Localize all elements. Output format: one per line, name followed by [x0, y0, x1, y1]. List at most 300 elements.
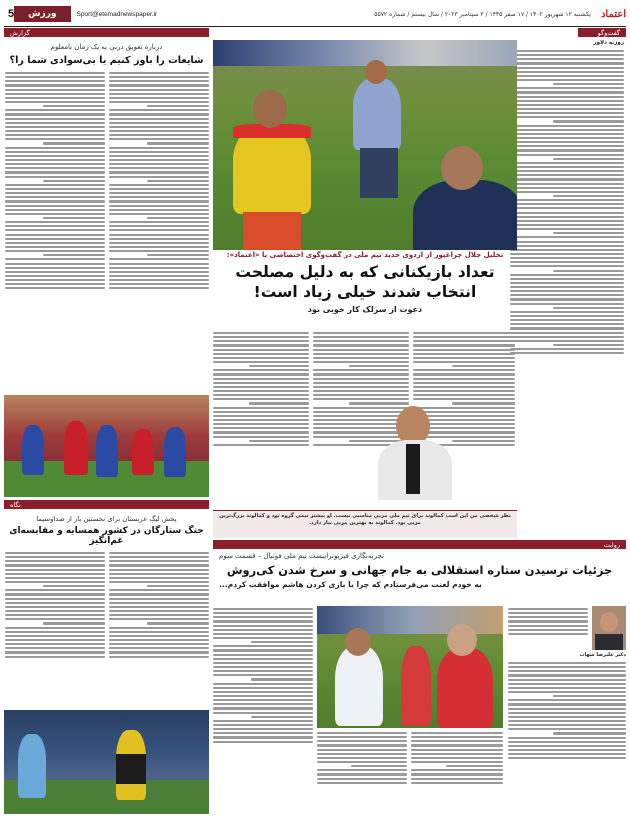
- body-text-line: [413, 369, 515, 371]
- body-text-line: [510, 290, 624, 292]
- body-text-line: [5, 171, 105, 173]
- body-text-line: [109, 151, 209, 153]
- body-text-line: [213, 741, 313, 743]
- body-text-line: [510, 91, 624, 93]
- left-bottom-text-a: [109, 550, 209, 660]
- body-text-line: [5, 242, 105, 244]
- body-text-line: [413, 373, 515, 375]
- body-text-line: [510, 340, 624, 342]
- body-text-line: [413, 390, 515, 392]
- body-text-line: [313, 386, 409, 388]
- portrait-collar: [406, 444, 420, 494]
- body-text-line: [109, 209, 209, 211]
- body-text-line: [213, 398, 309, 400]
- body-text-line: [508, 720, 626, 722]
- body-text-line: [5, 283, 105, 285]
- left-top-text-b: [5, 70, 105, 292]
- body-text-line: [510, 245, 624, 247]
- body-text-line: [109, 213, 209, 215]
- masthead-rule: [4, 26, 626, 27]
- body-text-line: [109, 167, 209, 169]
- body-text-line: [510, 183, 624, 185]
- body-text-line: [411, 782, 503, 784]
- body-text-line: [109, 287, 209, 289]
- body-text-line: [5, 279, 105, 281]
- player-blue-figure: [413, 180, 517, 250]
- body-text-line: [213, 699, 313, 701]
- body-text-line: [213, 612, 313, 614]
- body-text-line: [5, 122, 105, 124]
- body-text-line: [5, 656, 105, 658]
- body-text-line: [5, 89, 105, 91]
- body-text-line: [213, 394, 309, 396]
- body-text-line: [5, 577, 105, 579]
- body-text-line: [109, 635, 209, 637]
- body-text-line: [5, 639, 105, 641]
- body-text-line: [508, 629, 588, 631]
- body-text-line: [249, 440, 309, 442]
- body-text-line: [508, 741, 626, 743]
- body-text-line: [313, 332, 409, 334]
- body-text-line: [510, 257, 624, 259]
- body-text-line: [213, 662, 313, 664]
- body-text-line: [411, 749, 503, 751]
- body-text-line: [5, 221, 105, 223]
- body-text-line: [510, 129, 624, 131]
- body-text-line: [508, 716, 626, 718]
- queiroz-head: [447, 624, 477, 656]
- author-byline: دکتر علیرضا شهاب: [579, 652, 626, 658]
- body-text-line: [510, 311, 624, 313]
- queiroz-figure: [437, 648, 493, 728]
- body-text-line: [411, 736, 503, 738]
- body-text-line: [109, 610, 209, 612]
- body-text-line: [508, 708, 626, 710]
- body-text-line: [43, 622, 105, 624]
- body-text-line: [510, 207, 624, 209]
- body-text-line: [213, 382, 309, 384]
- body-text-line: [510, 133, 624, 135]
- body-text-line: [553, 83, 624, 85]
- body-text-line: [5, 196, 105, 198]
- body-text-line: [213, 645, 313, 647]
- body-text-line: [109, 614, 209, 616]
- body-text-line: [510, 87, 624, 89]
- body-text-line: [349, 365, 409, 367]
- right-column: [508, 28, 626, 536]
- body-text-line: [213, 353, 309, 355]
- body-text-line: [510, 282, 624, 284]
- body-text-line: [109, 275, 209, 277]
- body-text-line: [147, 105, 209, 107]
- body-text-line: [510, 265, 624, 267]
- body-text-line: [553, 232, 624, 234]
- body-text-line: [109, 225, 209, 227]
- author-avatar-icon: [592, 606, 626, 650]
- body-text-line: [5, 598, 105, 600]
- body-text-line: [508, 691, 626, 693]
- left-top-kicker: درباره تعویق دربی به یک زمان نامعلوم: [50, 43, 163, 51]
- body-text-line: [508, 687, 626, 689]
- body-text-line: [510, 96, 624, 98]
- body-text-line: [213, 616, 313, 618]
- body-text-line: [510, 203, 624, 205]
- body-text-line: [553, 695, 626, 697]
- body-text-line: [508, 674, 626, 676]
- coach-pants: [360, 148, 398, 198]
- body-text-line: [510, 178, 624, 180]
- body-text-line: [109, 188, 209, 190]
- body-text-line: [109, 238, 209, 240]
- body-text-line: [43, 180, 105, 182]
- main-headline-block: [213, 250, 517, 328]
- body-text-line: [508, 703, 626, 705]
- body-text-line: [5, 627, 105, 629]
- body-text-line: [43, 585, 105, 587]
- body-text-line: [313, 394, 409, 396]
- body-text-line: [147, 585, 209, 587]
- page-number: 5: [8, 8, 15, 20]
- body-text-line: [213, 654, 313, 656]
- body-text-line: [510, 108, 624, 110]
- body-text-line: [317, 732, 407, 734]
- body-text-line: [508, 670, 626, 672]
- body-text-line: [508, 749, 626, 751]
- tag-report: گزارش: [4, 28, 209, 37]
- body-text-line: [109, 577, 209, 579]
- body-text-line: [109, 593, 209, 595]
- body-text-line: [508, 662, 626, 664]
- body-text-line: [510, 236, 624, 238]
- body-text-line: [5, 84, 105, 86]
- body-text-line: [109, 581, 209, 583]
- body-text-line: [109, 627, 209, 629]
- body-text-line: [109, 138, 209, 140]
- body-text-line: [411, 753, 503, 755]
- body-text-line: [109, 267, 209, 269]
- body-text-line: [553, 344, 624, 346]
- body-text-line: [510, 332, 624, 334]
- body-text-line: [109, 631, 209, 633]
- body-text-line: [317, 778, 407, 780]
- body-text-line: [109, 589, 209, 591]
- main-kicker: تحلیل جلال چراغپور از اردوی جدید تیم ملی در گفت‌وگوی اختصاصی با «اعتماد»:: [226, 251, 504, 259]
- body-text-line: [5, 113, 105, 115]
- body-text-line: [413, 394, 515, 396]
- body-text-line: [510, 62, 624, 64]
- body-text-line: [5, 118, 105, 120]
- body-text-line: [510, 327, 624, 329]
- body-text-line: [109, 602, 209, 604]
- left-bottom-text-b: [5, 550, 105, 660]
- body-text-line: [508, 712, 626, 714]
- body-text-line: [510, 112, 624, 114]
- coach-head: [365, 60, 387, 84]
- body-text-line: [411, 744, 503, 746]
- body-text-line: [510, 298, 624, 300]
- bottom-headline: جزئیات ترسیدن ستاره استقلالی به جام جهانی و سرخ شدن کی‌روش: [226, 563, 613, 577]
- body-text-line: [109, 639, 209, 641]
- body-text-line: [411, 769, 503, 771]
- body-text-line: [5, 126, 105, 128]
- body-text-line: [510, 154, 624, 156]
- body-text-line: [5, 250, 105, 252]
- body-text-line: [213, 427, 309, 429]
- body-text-line: [5, 569, 105, 571]
- bottom-text-left: [213, 608, 313, 743]
- body-text-line: [313, 369, 409, 371]
- body-text-line: [109, 200, 209, 202]
- left-top-headline: شایعات را باور کنیم یا بی‌سوادی شما را؟: [9, 55, 204, 66]
- body-text-line: [5, 618, 105, 620]
- body-text-line: [109, 569, 209, 571]
- derby-player-3: [96, 425, 118, 477]
- body-text-line: [313, 336, 409, 338]
- body-text-line: [213, 431, 309, 433]
- body-text-line: [508, 633, 588, 635]
- body-text-line: [508, 616, 588, 618]
- bottom-kicker: تجربه‌نگاری فیزیوتراپیست تیم ملی فوتبال – قسمت سوم: [219, 552, 384, 560]
- body-text-line: [413, 382, 515, 384]
- body-text-line: [5, 246, 105, 248]
- body-text-line: [109, 80, 209, 82]
- body-text-line: [213, 407, 309, 409]
- body-text-line: [213, 625, 313, 627]
- derby-photo: [4, 395, 209, 497]
- staff-red-figure: [401, 646, 431, 726]
- body-text-line: [109, 250, 209, 252]
- body-text-line: [510, 145, 624, 147]
- body-text-line: [251, 641, 313, 643]
- body-text-line: [413, 344, 515, 346]
- body-text-line: [5, 606, 105, 608]
- body-text-line: [213, 633, 313, 635]
- body-text-line: [510, 224, 624, 226]
- body-text-line: [508, 679, 626, 681]
- dateline: یکشنبه ۱۲ شهریور ۱۴۰۲ / ۱۷ صفر ۱۴۴۵ / ۳ سپتامبر ۲۰۲۳ / سال بیستم / شماره ۵۵۷۲: [374, 10, 591, 18]
- body-text-line: [5, 163, 105, 165]
- stands: [213, 40, 517, 66]
- body-text-line: [510, 216, 624, 218]
- body-text-line: [249, 402, 309, 404]
- body-text-line: [508, 699, 626, 701]
- newspaper-logo: اعتماد: [600, 8, 626, 20]
- body-text-line: [413, 357, 515, 359]
- tag-narrative: روایت: [213, 540, 626, 549]
- body-text-line: [213, 620, 313, 622]
- body-text-line: [510, 71, 624, 73]
- body-text-line: [510, 253, 624, 255]
- bottom-text-left-col: [213, 606, 313, 814]
- saudi-league-photo: [4, 710, 209, 814]
- body-text-line: [411, 732, 503, 734]
- main-subhead: دعوت از سرلک کار خوبی بود: [307, 305, 423, 314]
- derby-player-4: [132, 429, 154, 475]
- body-text-line: [213, 674, 313, 676]
- body-text-line: [213, 386, 309, 388]
- body-text-line: [5, 101, 105, 103]
- body-text-line: [508, 745, 626, 747]
- body-text-line: [510, 75, 624, 77]
- body-text-line: [213, 707, 313, 709]
- saudi-player-2-stripe: [116, 754, 146, 784]
- body-text-line: [5, 209, 105, 211]
- body-text-line: [5, 234, 105, 236]
- body-text-line: [508, 724, 626, 726]
- body-text-line: [109, 606, 209, 608]
- body-text-line: [109, 101, 209, 103]
- body-text-line: [510, 286, 624, 288]
- body-text-line: [5, 93, 105, 95]
- body-text-line: [413, 332, 515, 334]
- body-text-line: [213, 736, 313, 738]
- body-text-line: [5, 643, 105, 645]
- coach-figure: [353, 78, 401, 150]
- body-text-line: [109, 159, 209, 161]
- body-text-line: [109, 573, 209, 575]
- body-text-line: [213, 712, 313, 714]
- body-text-line: [109, 155, 209, 157]
- body-text-line: [213, 336, 309, 338]
- body-text-line: [510, 294, 624, 296]
- main-photo: [213, 40, 517, 250]
- body-text-line: [317, 773, 407, 775]
- body-text-line: [43, 105, 105, 107]
- body-text-line: [510, 199, 624, 201]
- body-text-line: [213, 687, 313, 689]
- body-text-line: [5, 631, 105, 633]
- body-text-line: [109, 656, 209, 658]
- left-top-text-a: [109, 70, 209, 292]
- body-text-line: [510, 191, 624, 193]
- body-text-line: [5, 589, 105, 591]
- body-text-line: [413, 378, 515, 380]
- body-text-line: [510, 149, 624, 151]
- body-text-line: [213, 637, 313, 639]
- body-text-line: [413, 353, 515, 355]
- body-text-line: [510, 303, 624, 305]
- body-text-line: [553, 158, 624, 160]
- body-text-line: [147, 180, 209, 182]
- body-text-line: [5, 97, 105, 99]
- body-text-line: [5, 76, 105, 78]
- body-text-line: [411, 761, 503, 763]
- body-text-line: [109, 229, 209, 231]
- body-text-line: [213, 373, 309, 375]
- body-text-line: [5, 263, 105, 265]
- body-text-line: [510, 336, 624, 338]
- body-text-line: [508, 757, 626, 759]
- body-text-line: [413, 336, 515, 338]
- body-text-line: [109, 221, 209, 223]
- body-text-line: [109, 643, 209, 645]
- body-text-line: [213, 670, 313, 672]
- body-text-line: [109, 598, 209, 600]
- body-text-line: [508, 625, 588, 627]
- body-text-line: [510, 67, 624, 69]
- body-text-line: [452, 440, 515, 442]
- body-text-line: [213, 720, 313, 722]
- body-text-line: [213, 332, 309, 334]
- body-text-line: [553, 120, 624, 122]
- body-text-line: [213, 344, 309, 346]
- reporter-name: روزبه دلاور: [593, 40, 624, 46]
- body-text-line: [510, 104, 624, 106]
- body-text-line: [213, 349, 309, 351]
- body-text-line: [411, 740, 503, 742]
- body-text-line: [510, 54, 624, 56]
- body-text-line: [5, 593, 105, 595]
- body-text-line: [213, 732, 313, 734]
- body-text-line: [510, 137, 624, 139]
- body-text-line: [5, 213, 105, 215]
- body-text-line: [251, 716, 313, 718]
- body-text-line: [5, 560, 105, 562]
- body-text-line: [510, 162, 624, 164]
- body-text-line: [109, 163, 209, 165]
- derby-player-1: [22, 425, 44, 475]
- body-text-line: [510, 278, 624, 280]
- body-text-line: [109, 109, 209, 111]
- sport-email[interactable]: Sport@etemadnewspaper.ir: [76, 10, 158, 18]
- body-text-line: [510, 220, 624, 222]
- body-text-line: [508, 753, 626, 755]
- body-text-line: [109, 118, 209, 120]
- body-text-line: [109, 196, 209, 198]
- body-text-line: [5, 229, 105, 231]
- main-body-text-3: [213, 332, 309, 446]
- body-text-line: [249, 365, 309, 367]
- body-text-line: [5, 151, 105, 153]
- body-text-line: [5, 573, 105, 575]
- body-text-line: [213, 608, 313, 610]
- body-text-line: [213, 390, 309, 392]
- body-text-line: [109, 126, 209, 128]
- body-text-line: [553, 307, 624, 309]
- body-text-line: [109, 246, 209, 248]
- body-text-line: [5, 155, 105, 157]
- body-text-line: [313, 373, 409, 375]
- body-text-line: [510, 174, 624, 176]
- saudi-player-1: [18, 734, 46, 798]
- body-text-line: [5, 109, 105, 111]
- main-caption: نظر شخصی من این است کمالوند برای تیم ملی مربی مناسبی نیست. او بیشتر تیمی گروه بود و کمالوند بزرگ‌ترین مربی بود. کمالوند به بهترین مربی نیاز دارد.: [219, 513, 511, 526]
- bottom-text-mid-a-col: [317, 730, 407, 814]
- body-text-line: [5, 651, 105, 653]
- body-text-line: [109, 556, 209, 558]
- body-text-line: [510, 249, 624, 251]
- body-text-line: [313, 382, 409, 384]
- player-blue-head: [441, 146, 483, 190]
- body-text-line: [109, 283, 209, 285]
- body-text-line: [508, 666, 626, 668]
- body-text-line: [5, 564, 105, 566]
- body-text-line: [109, 560, 209, 562]
- body-text-line: [213, 683, 313, 685]
- body-text-line: [553, 732, 626, 734]
- body-text-line: [213, 340, 309, 342]
- body-text-line: [553, 270, 624, 272]
- body-text-line: [5, 258, 105, 260]
- body-text-line: [109, 258, 209, 260]
- body-text-line: [213, 436, 309, 438]
- body-text-line: [553, 195, 624, 197]
- body-text-line: [508, 620, 588, 622]
- body-text-line: [213, 703, 313, 705]
- body-text-line: [109, 97, 209, 99]
- body-text-line: [5, 556, 105, 558]
- body-text-line: [313, 361, 409, 363]
